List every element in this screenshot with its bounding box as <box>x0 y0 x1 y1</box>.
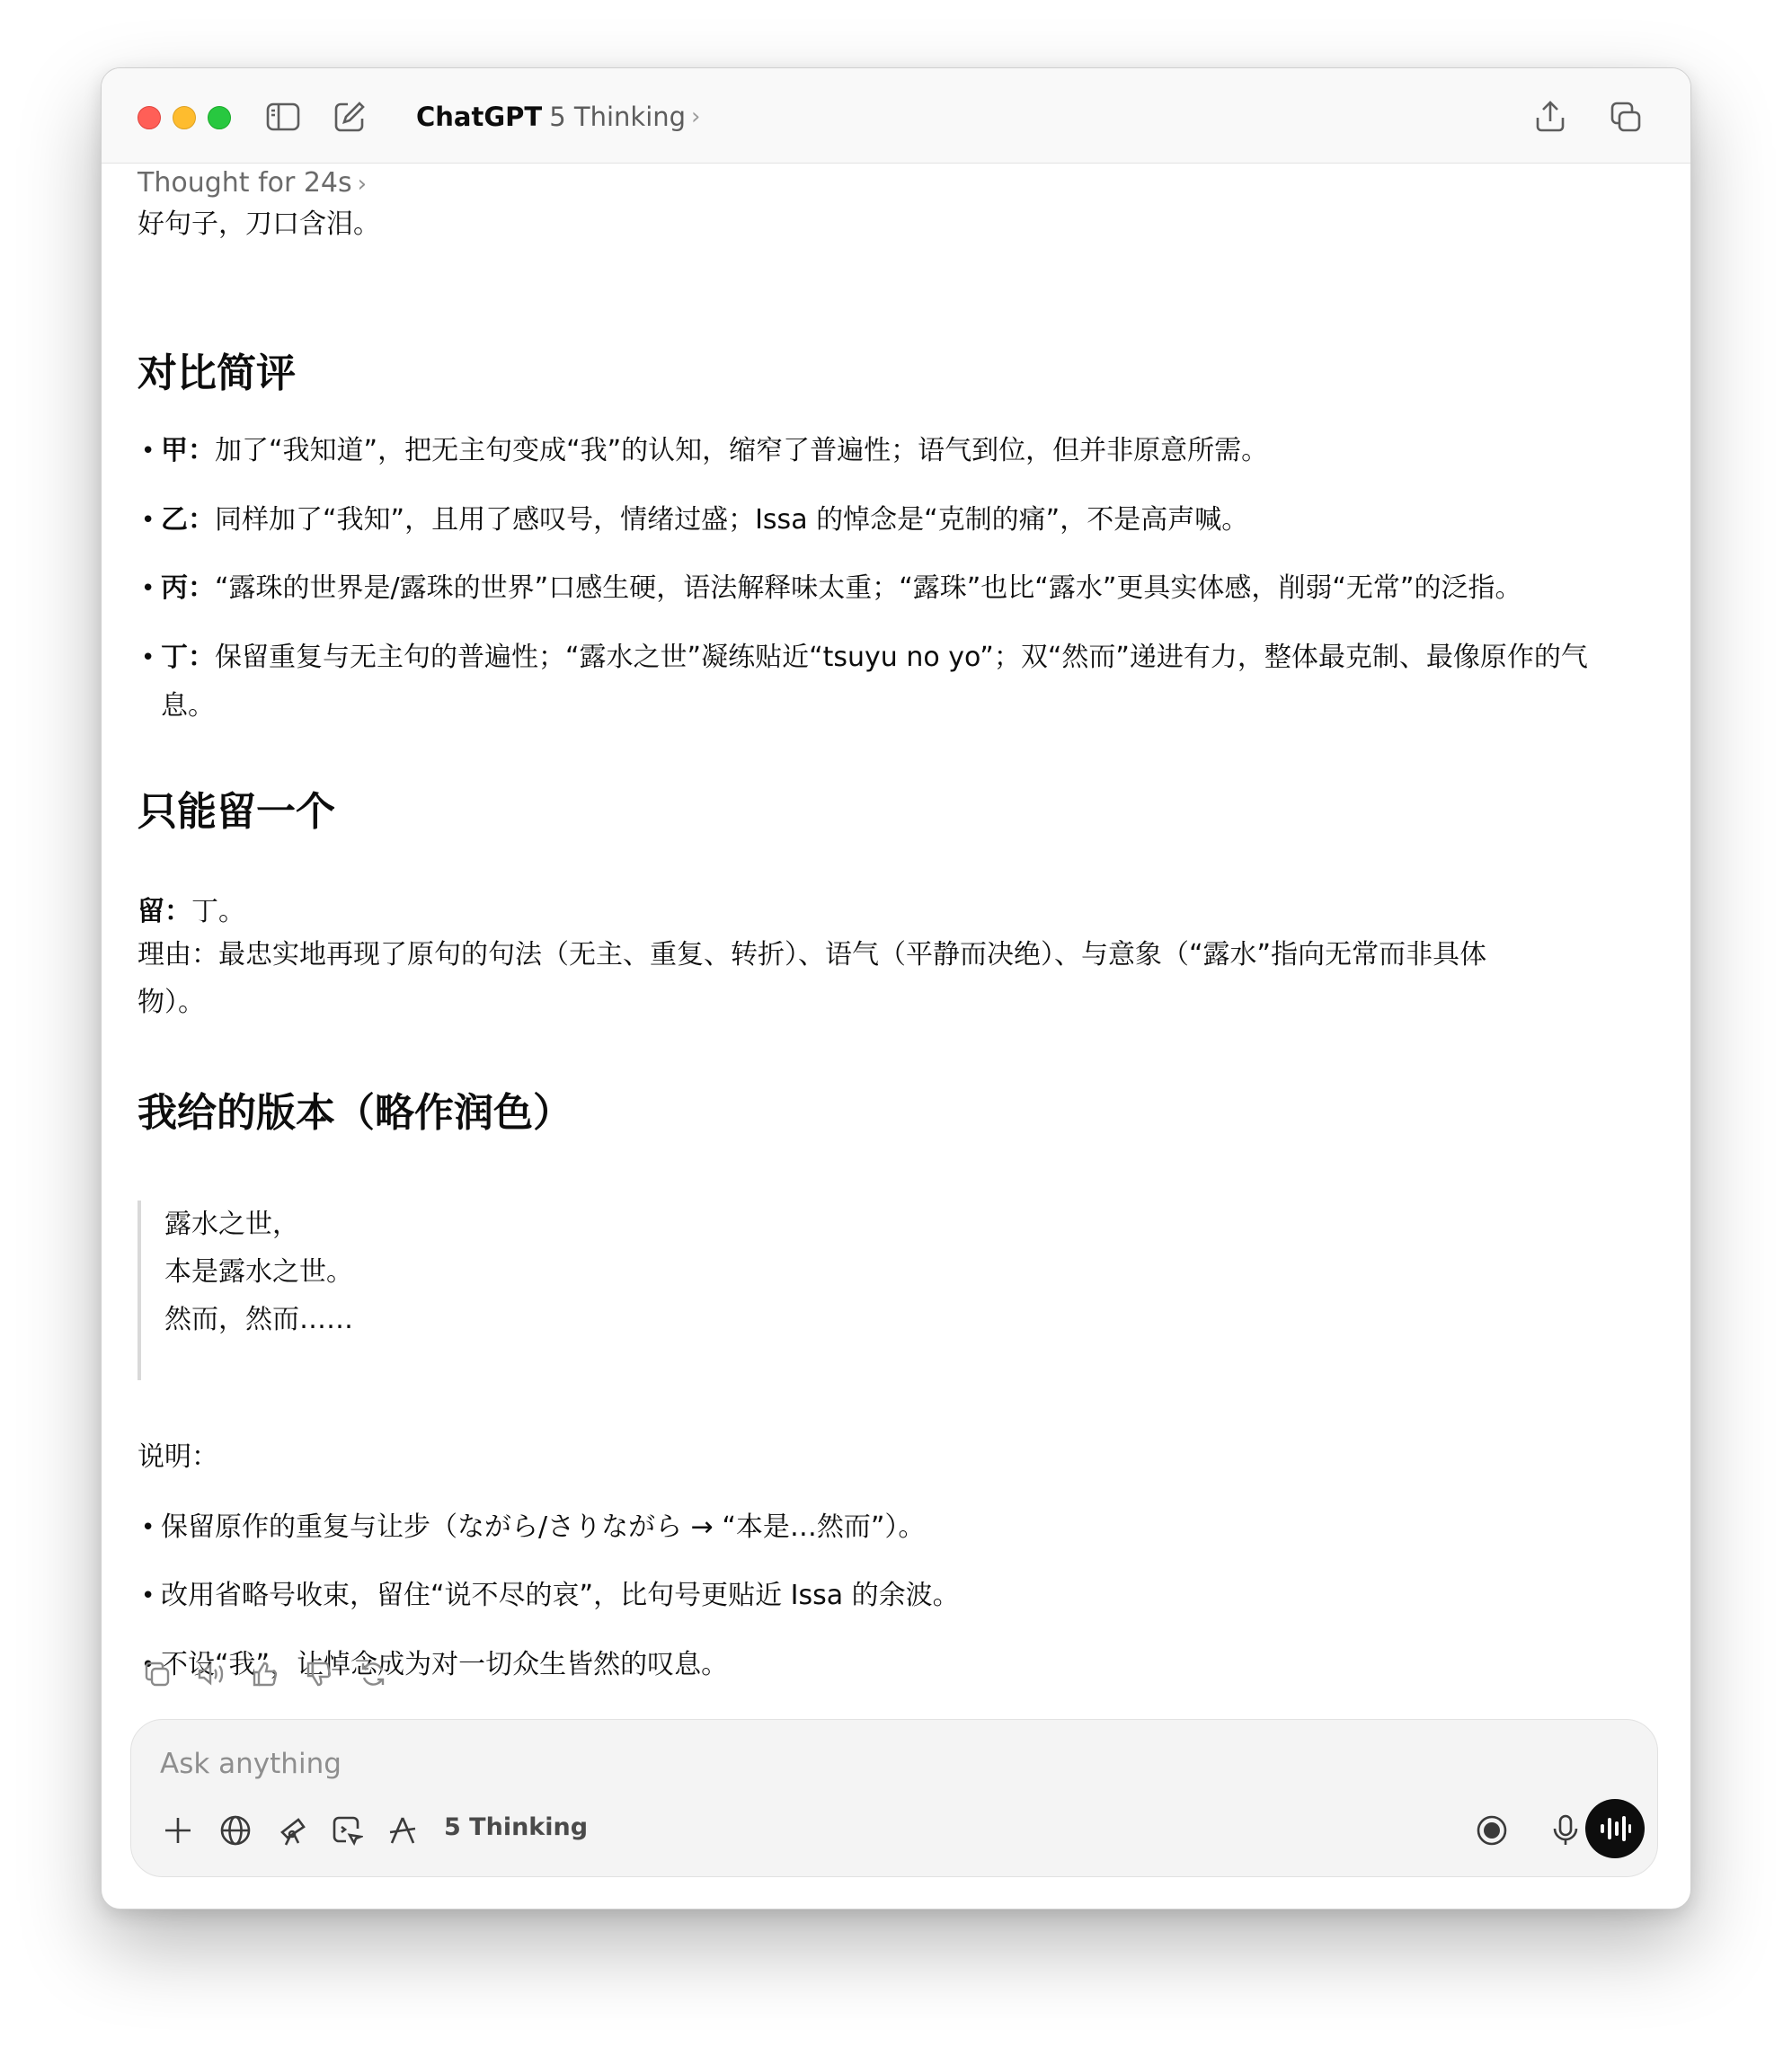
quote-line: 然而，然而…… <box>164 1304 353 1335</box>
chevron-right-icon: › <box>357 171 368 198</box>
model-selector[interactable] <box>416 99 700 135</box>
model-chip[interactable]: 5 Thinking <box>444 1813 589 1841</box>
telescope-icon[interactable] <box>271 1809 315 1852</box>
reason-line-1: 理由：最忠实地再现了原句的句法（无主、重复、转折）、语气（平静而决绝）、与意象（“露水”指向无常而非具体 <box>138 939 1487 970</box>
composer <box>130 1719 1658 1877</box>
bullet-text: 保留原作的重复与让步（ながら/さりながら → “本是…然而”）。 <box>161 1511 926 1543</box>
bullet-lead: 甲： <box>161 435 215 466</box>
bullet-text: 同样加了“我知”，且用了感叹号，情绪过盛；Issa 的悼念是“克制的痛”，不是高声喊。 <box>215 504 1249 536</box>
sidebar-toggle-icon[interactable] <box>263 97 303 137</box>
share-icon[interactable] <box>1530 97 1570 137</box>
brand-label: ChatGPT <box>416 102 543 132</box>
thumbs-down-icon[interactable] <box>299 1654 339 1694</box>
globe-icon[interactable] <box>214 1809 257 1852</box>
close-window-button[interactable] <box>138 106 161 129</box>
thumbs-up-icon[interactable] <box>245 1654 285 1694</box>
list-item <box>138 634 1656 731</box>
bullet-text-continuation: 息。 <box>161 690 215 722</box>
new-window-icon[interactable] <box>1606 97 1646 137</box>
bullet-glyph: • <box>141 1514 155 1541</box>
bullet-glyph: • <box>141 575 155 602</box>
section-heading-keep-one: 只能留一个 <box>138 789 335 835</box>
list-item <box>138 564 1656 613</box>
bullet-text: 改用省略号收束，留住“说不尽的哀”，比句号更贴近 Issa 的余波。 <box>161 1580 960 1611</box>
bullet-glyph: • <box>141 1652 155 1679</box>
bullet-glyph: • <box>141 644 155 671</box>
agent-icon[interactable] <box>381 1809 424 1852</box>
model-variant-label: 5 Thinking <box>549 102 687 132</box>
copy-icon[interactable] <box>138 1654 177 1694</box>
bullet-lead: 乙： <box>161 504 215 536</box>
bullet-text: 加了“我知道”，把无主句变成“我”的认知，缩窄了普遍性；语气到位，但并非原意所需。 <box>215 435 1269 466</box>
prompt-input[interactable] <box>158 1741 1600 1786</box>
chevron-right-icon: › <box>691 103 701 130</box>
app-window <box>101 67 1691 1910</box>
list-item <box>138 1503 1656 1552</box>
zoom-window-button[interactable] <box>208 106 231 129</box>
quote-line: 本是露水之世。 <box>164 1256 353 1288</box>
microphone-icon[interactable] <box>1544 1809 1587 1852</box>
voice-mode-button[interactable] <box>1585 1799 1645 1858</box>
bullet-text: 不设“我”，让悼念成为对一切众生皆然的叹息。 <box>161 1649 729 1680</box>
titlebar <box>102 68 1690 164</box>
intro-text: 好句子，刀口含泪。 <box>138 208 380 240</box>
bullet-glyph: • <box>141 438 155 465</box>
keep-lead: 留： <box>138 896 191 927</box>
keep-line <box>138 889 245 935</box>
bullet-glyph: • <box>141 507 155 534</box>
keep-value: 丁。 <box>191 896 245 927</box>
canvas-icon[interactable] <box>325 1809 368 1852</box>
bullet-text: 保留重复与无主句的普遍性；“露水之世”凝练贴近“tsuyu no yo”；双“然而”递进有力，整体最克制、最像原作的气 <box>215 642 1588 673</box>
section-heading-my-version: 我给的版本（略作润色） <box>138 1090 572 1136</box>
blockquote <box>138 1201 677 1380</box>
thought-duration-toggle[interactable] <box>138 167 367 199</box>
reason-line-2: 物）。 <box>138 987 205 1018</box>
minimize-window-button[interactable] <box>173 106 196 129</box>
regenerate-icon[interactable] <box>353 1654 393 1694</box>
new-chat-icon[interactable] <box>330 97 369 137</box>
thought-label: Thought for 24s <box>138 167 352 199</box>
bullet-lead: 丁： <box>161 642 215 673</box>
read-aloud-icon[interactable] <box>191 1654 231 1694</box>
list-item <box>138 1572 1656 1620</box>
record-icon[interactable] <box>1470 1809 1513 1852</box>
list-item <box>138 496 1656 545</box>
list-item <box>138 427 1656 475</box>
quote-line: 露水之世， <box>164 1209 299 1240</box>
voice-mode-icon <box>1598 1815 1632 1842</box>
plus-icon[interactable] <box>156 1809 200 1852</box>
message-actions <box>138 1654 393 1694</box>
bullet-lead: 丙： <box>161 572 215 604</box>
notes-label: 说明： <box>138 1441 218 1473</box>
bullet-glyph: • <box>141 1582 155 1609</box>
bullet-text: “露珠的世界是/露珠的世界”口感生硬，语法解释味太重；“露珠”也比“露水”更具实体感，削弱“无常”的泛指。 <box>215 572 1522 604</box>
section-heading-comparison: 对比简评 <box>138 350 296 396</box>
